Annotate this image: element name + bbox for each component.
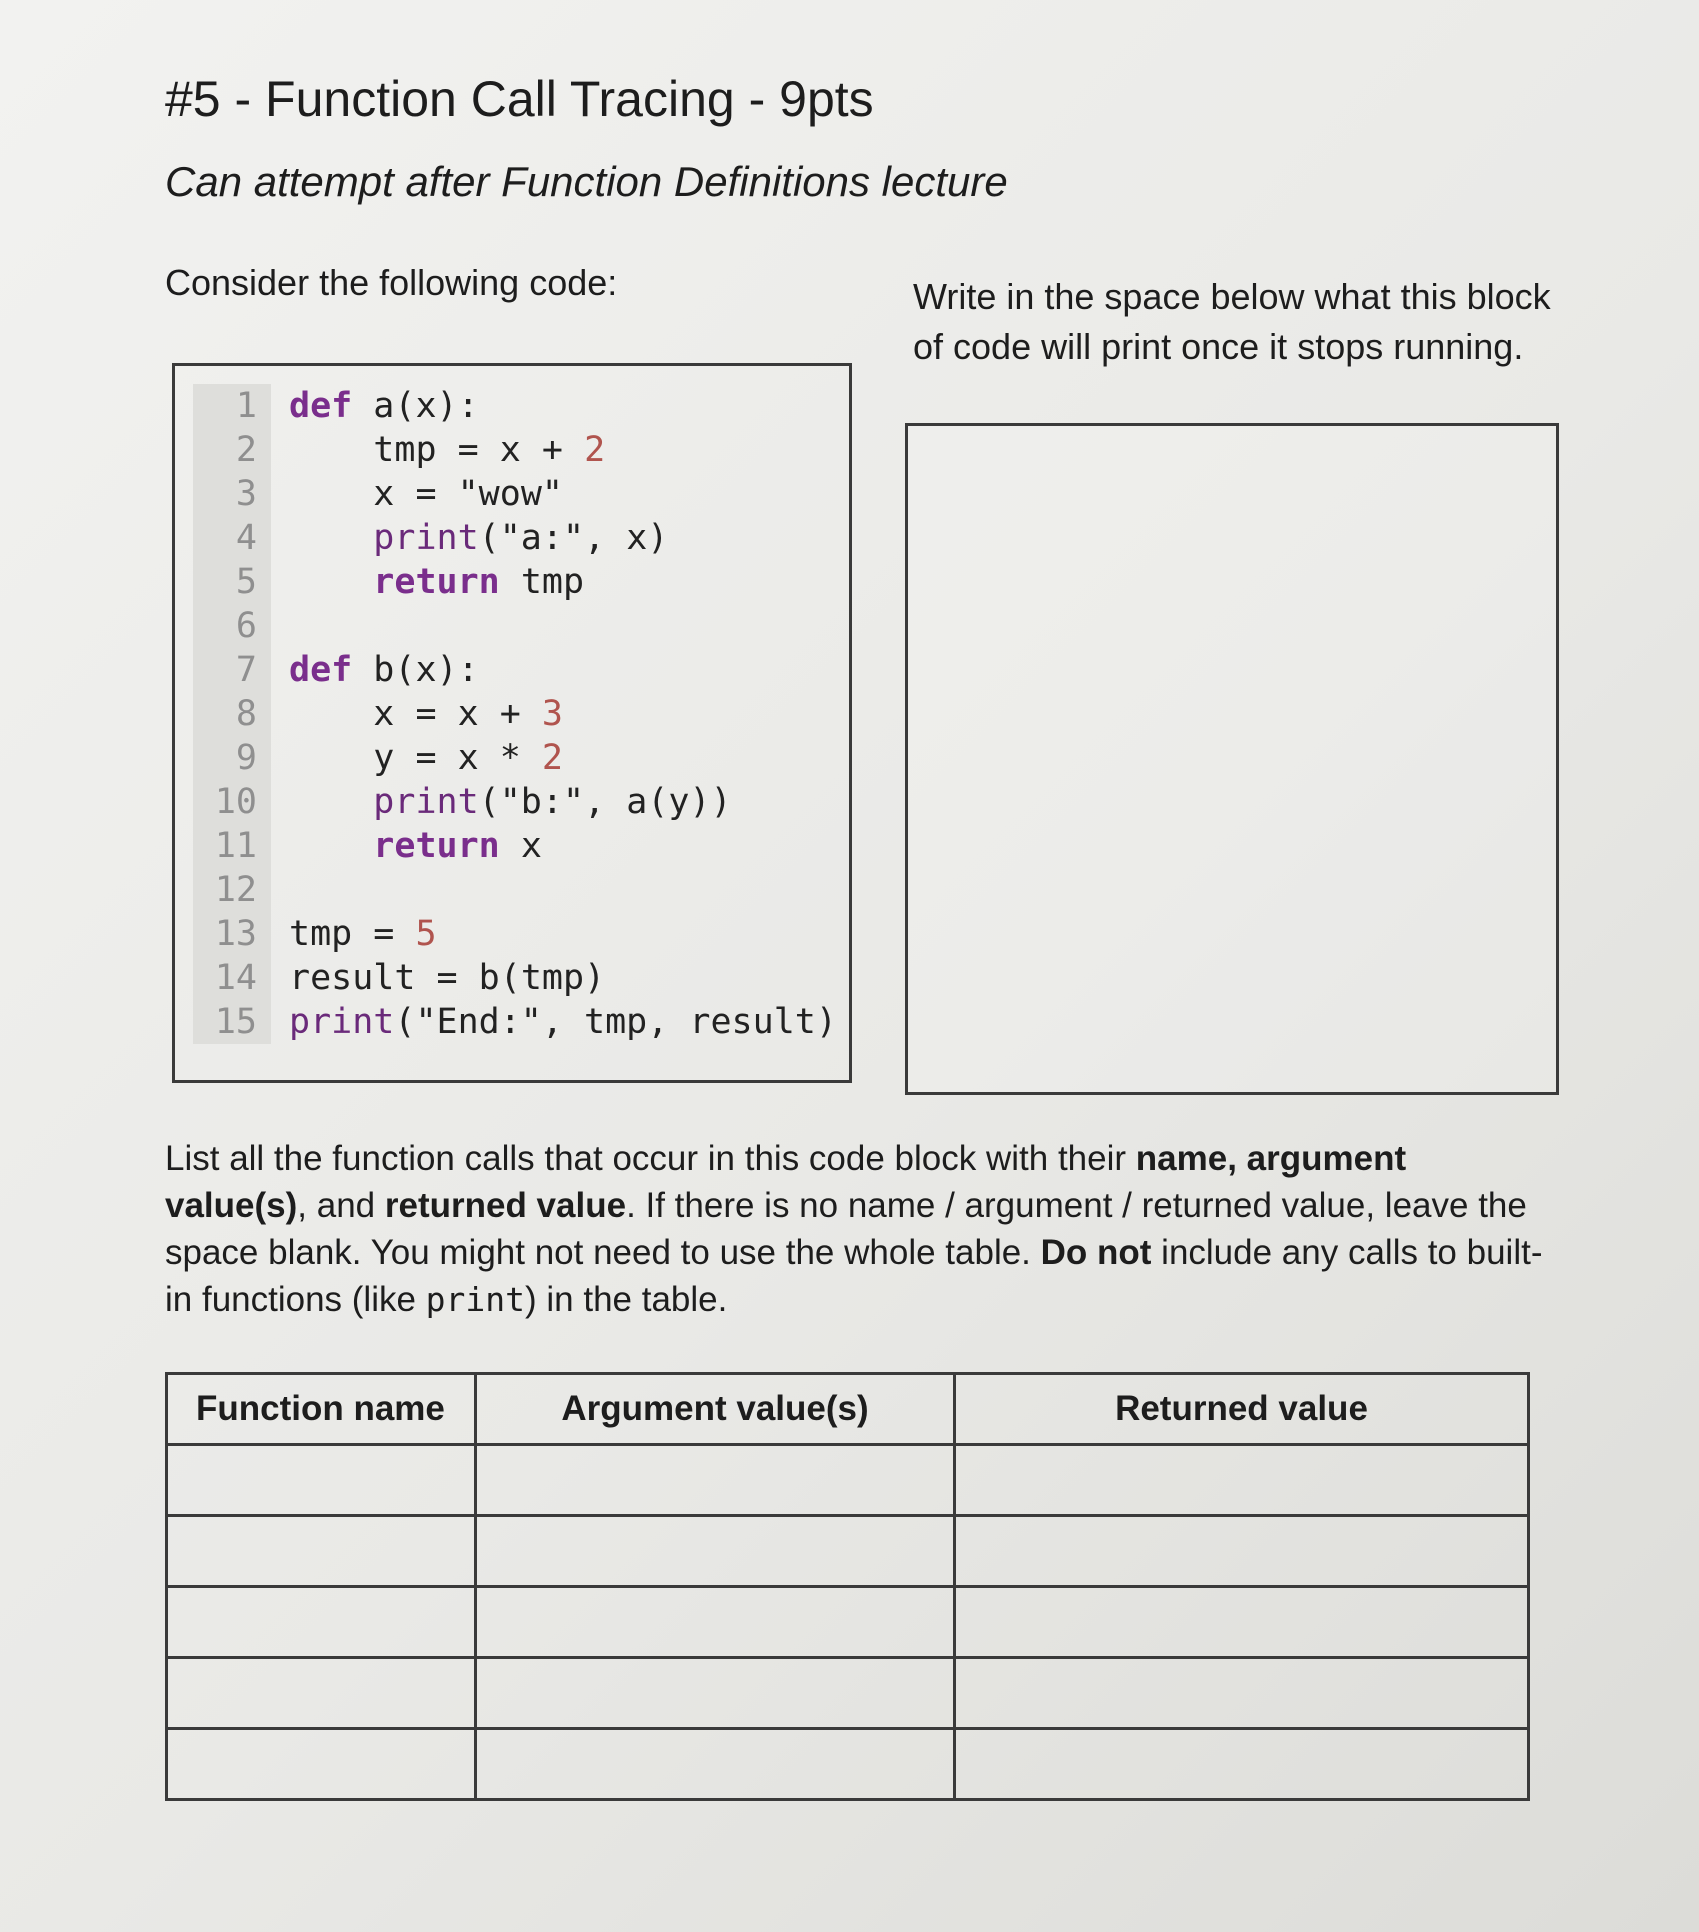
argument-values-cell[interactable]	[476, 1445, 955, 1516]
code-text: return tmp	[373, 562, 585, 602]
line-number: 14	[193, 956, 271, 1000]
code-line	[193, 428, 837, 472]
code-text: tmp = x + 2	[373, 430, 606, 470]
consider-label: Consider the following code:	[165, 262, 618, 303]
table-instructions	[165, 1135, 1545, 1323]
output-answer-box[interactable]	[905, 423, 1559, 1095]
code-line	[193, 472, 837, 516]
code-line	[193, 516, 837, 560]
code-line	[193, 648, 837, 692]
write-prompt: Write in the space below what this block of code will print once it stops running.	[913, 276, 1551, 367]
line-number: 7	[193, 648, 271, 692]
returned-value-cell[interactable]	[955, 1516, 1529, 1587]
code-line	[193, 868, 837, 912]
instructions-text-1: List all the function calls that occur in this code block with their	[165, 1139, 1136, 1178]
table-row	[167, 1587, 1529, 1658]
code-line	[193, 384, 837, 428]
table-body	[167, 1445, 1529, 1800]
function-name-cell[interactable]	[167, 1658, 476, 1729]
argument-values-cell[interactable]	[476, 1658, 955, 1729]
code-text: return x	[373, 826, 542, 866]
table-row	[167, 1658, 1529, 1729]
function-calls-table	[165, 1372, 1530, 1801]
code-line	[193, 956, 837, 1000]
line-number: 10	[193, 780, 271, 824]
code-lines	[193, 384, 837, 1044]
instructions-bold-1: name, argument value(s)	[165, 1139, 1407, 1225]
line-number: 3	[193, 472, 271, 516]
argument-values-cell[interactable]	[476, 1587, 955, 1658]
code-line	[193, 560, 837, 604]
argument-values-cell[interactable]	[476, 1729, 955, 1800]
function-name-cell[interactable]	[167, 1516, 476, 1587]
function-name-cell[interactable]	[167, 1587, 476, 1658]
line-number: 11	[193, 824, 271, 868]
code-text: def b(x):	[289, 650, 479, 690]
line-number: 1	[193, 384, 271, 428]
code-text: print("a:", x)	[373, 518, 669, 558]
code-line	[193, 604, 837, 648]
code-line	[193, 1000, 837, 1044]
code-line	[193, 736, 837, 780]
code-text: def a(x):	[289, 386, 479, 426]
code-line	[193, 780, 837, 824]
page-subtitle: Can attempt after Function Definitions lecture	[165, 158, 1008, 205]
code-text: y = x * 2	[373, 738, 563, 778]
line-number: 15	[193, 1000, 271, 1044]
argument-values-cell[interactable]	[476, 1516, 955, 1587]
returned-value-cell[interactable]	[955, 1445, 1529, 1516]
code-block	[172, 363, 852, 1083]
instructions-bold-3: Do not	[1040, 1233, 1152, 1272]
code-line	[193, 912, 837, 956]
instructions-text-4: include any calls to built-in functions (like	[165, 1233, 1543, 1319]
instructions-bold-2: returned value	[384, 1186, 627, 1225]
code-line	[193, 824, 837, 868]
line-number: 4	[193, 516, 271, 560]
line-number: 6	[193, 604, 271, 648]
line-number: 9	[193, 736, 271, 780]
line-number: 5	[193, 560, 271, 604]
returned-value-cell[interactable]	[955, 1658, 1529, 1729]
header-argument-values: Argument value(s)	[476, 1374, 955, 1445]
table-header-row	[167, 1374, 1529, 1445]
instructions-text-5: ) in the table.	[525, 1280, 728, 1319]
returned-value-cell[interactable]	[955, 1587, 1529, 1658]
code-text: x = "wow"	[373, 474, 563, 514]
instructions-code: print	[425, 1280, 526, 1319]
function-name-cell[interactable]	[167, 1729, 476, 1800]
code-text: print("b:", a(y))	[373, 782, 732, 822]
line-number: 2	[193, 428, 271, 472]
returned-value-cell[interactable]	[955, 1729, 1529, 1800]
table-row	[167, 1729, 1529, 1800]
code-text: print("End:", tmp, result)	[289, 1002, 837, 1042]
instructions-text-2: , and	[297, 1186, 385, 1225]
table-row	[167, 1445, 1529, 1516]
line-number: 13	[193, 912, 271, 956]
code-text: result = b(tmp)	[289, 958, 606, 998]
header-returned-value: Returned value	[955, 1374, 1529, 1445]
code-text: x = x + 3	[373, 694, 563, 734]
table-row	[167, 1516, 1529, 1587]
line-number: 8	[193, 692, 271, 736]
page-title: #5 - Function Call Tracing - 9pts	[165, 71, 874, 127]
line-number: 12	[193, 868, 271, 912]
instructions-text-3: . If there is no name / argument / returned value, leave the space blank. You might not need to use the whole table.	[165, 1186, 1527, 1272]
code-line	[193, 692, 837, 736]
header-function-name: Function name	[167, 1374, 476, 1445]
function-name-cell[interactable]	[167, 1445, 476, 1516]
code-text: tmp = 5	[289, 914, 437, 954]
